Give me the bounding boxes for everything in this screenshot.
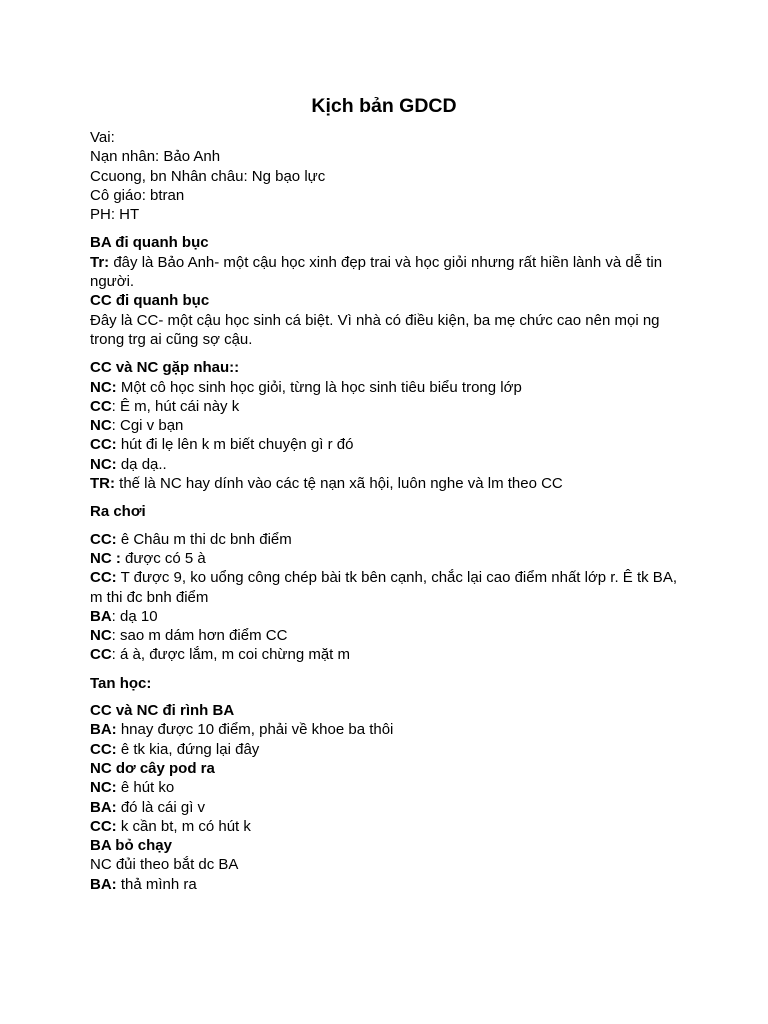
- cast-section: [90, 128, 678, 224]
- cast-line: Ccuong, bn Nhân châu: Ng bạo lực: [90, 167, 326, 185]
- scene-intro: [90, 233, 678, 349]
- speaker-label: CC: [90, 397, 112, 415]
- speaker-label: NC: [90, 627, 112, 645]
- speaker-label: CC:: [90, 569, 117, 587]
- dialogue-text: ê tk kia, đứng lại đây: [116, 740, 260, 758]
- speaker-label: BA:: [90, 721, 117, 739]
- stage-direction: NC dơ cây pod ra: [90, 759, 215, 777]
- dialogue-line: [90, 416, 678, 435]
- dialogue-line: [90, 549, 678, 568]
- dialogue-line: [90, 798, 678, 817]
- dialogue-line: [90, 455, 678, 474]
- speaker-label: CC:: [90, 436, 117, 454]
- scene-break-time: [90, 502, 682, 664]
- scene-after-school: [90, 674, 678, 894]
- scene-heading: CC và NC gặp nhau::: [90, 359, 240, 377]
- cast-line: Cô giáo: btran: [90, 186, 185, 204]
- speaker-label: CC:: [90, 740, 117, 758]
- speaker-label: NC:: [90, 779, 117, 797]
- cast-heading: Vai:: [90, 129, 115, 146]
- speaker-label: CC:: [90, 530, 117, 548]
- dialogue-text: : dạ 10: [111, 607, 158, 625]
- dialogue-text: đây là Bảo Anh- một cậu học xinh đẹp trai và học giỏi nhưng rất hiền lành và dễ tin người.: [90, 253, 667, 291]
- narration: NC đủi theo bắt dc BA: [90, 856, 239, 874]
- dialogue-line: [90, 378, 678, 397]
- scene-heading: Tan học:: [90, 674, 152, 692]
- dialogue-text: thế là NC hay dính vào các tệ nạn xã hội, luôn nghe và lm theo CC: [115, 475, 563, 493]
- speaker-label: NC:: [90, 455, 117, 473]
- dialogue-text: hút đi lẹ lên k m biết chuyện gì r đó: [116, 436, 354, 454]
- document-title: Kịch bản GDCD: [311, 95, 457, 117]
- stage-direction: BA bỏ chạy: [90, 837, 172, 855]
- dialogue-line: [90, 474, 678, 493]
- dialogue-line: [90, 645, 678, 664]
- dialogue-line: [90, 253, 678, 292]
- speaker-label: NC: [90, 417, 112, 435]
- scene-heading: Ra chơi: [90, 503, 146, 521]
- dialogue-text: ê hút ko: [116, 779, 175, 797]
- dialogue-text: thả mình ra: [116, 875, 197, 893]
- speaker-label: TR:: [90, 475, 115, 493]
- speaker-label: BA: [90, 607, 112, 625]
- speaker-label: BA:: [90, 798, 117, 816]
- stage-direction: BA đi quanh bục: [90, 234, 209, 252]
- speaker-label: NC :: [90, 549, 121, 567]
- dialogue-line: [90, 568, 682, 607]
- narration: Đây là CC- một cậu học sinh cá biệt. Vì nhà có điều kiện, ba mẹ chức cao nên mọi ng trong trg ai cũng sợ cậu.: [90, 311, 664, 348]
- dialogue-line: [90, 720, 678, 739]
- dialogue-line: [90, 778, 678, 797]
- dialogue-line: [90, 626, 678, 645]
- dialogue-line: [90, 435, 678, 454]
- dialogue-text: ê Châu m thi dc bnh điểm: [116, 530, 292, 548]
- dialogue-line: [90, 530, 678, 549]
- dialogue-text: hnay được 10 điểm, phải về khoe ba thôi: [116, 721, 394, 739]
- dialogue-text: : á à, được lắm, m coi chừng mặt m: [111, 646, 350, 664]
- dialogue-text: : sao m dám hơn điểm CC: [111, 627, 288, 645]
- dialogue-text: : Cgi v bạn: [111, 417, 184, 435]
- dialogue-text: T được 9, ko uổng công chép bài tk bên cạnh, chắc lại cao điểm nhất lớp r. Ê tk BA, m thi đc bnh điểm: [90, 569, 682, 606]
- stage-direction: CC và NC đi rình BA: [90, 702, 235, 720]
- dialogue-text: k cần bt, m có hút k: [116, 817, 251, 835]
- cast-line: PH: HT: [90, 206, 140, 224]
- speaker-label: CC:: [90, 817, 117, 835]
- dialogue-line: [90, 607, 678, 626]
- stage-direction: CC đi quanh bục: [90, 292, 210, 310]
- speaker-label: CC: [90, 646, 112, 664]
- cast-line: Nạn nhân: Bảo Anh: [90, 148, 221, 166]
- dialogue-text: Một cô học sinh học giỏi, từng là học sinh tiêu biểu trong lớp: [116, 378, 522, 396]
- dialogue-text: đó là cái gì v: [116, 798, 206, 816]
- speaker-label: BA:: [90, 875, 117, 893]
- dialogue-text: : Ê m, hút cái này k: [111, 397, 240, 415]
- dialogue-line: [90, 875, 678, 894]
- dialogue-line: [90, 740, 678, 759]
- speaker-label: NC:: [90, 378, 117, 396]
- dialogue-text: dạ dạ..: [116, 455, 167, 473]
- dialogue-line: [90, 397, 678, 416]
- speaker-label: Tr:: [90, 253, 110, 271]
- dialogue-line: [90, 817, 678, 836]
- dialogue-text: được có 5 à: [120, 549, 206, 567]
- scene-meeting: [90, 358, 678, 493]
